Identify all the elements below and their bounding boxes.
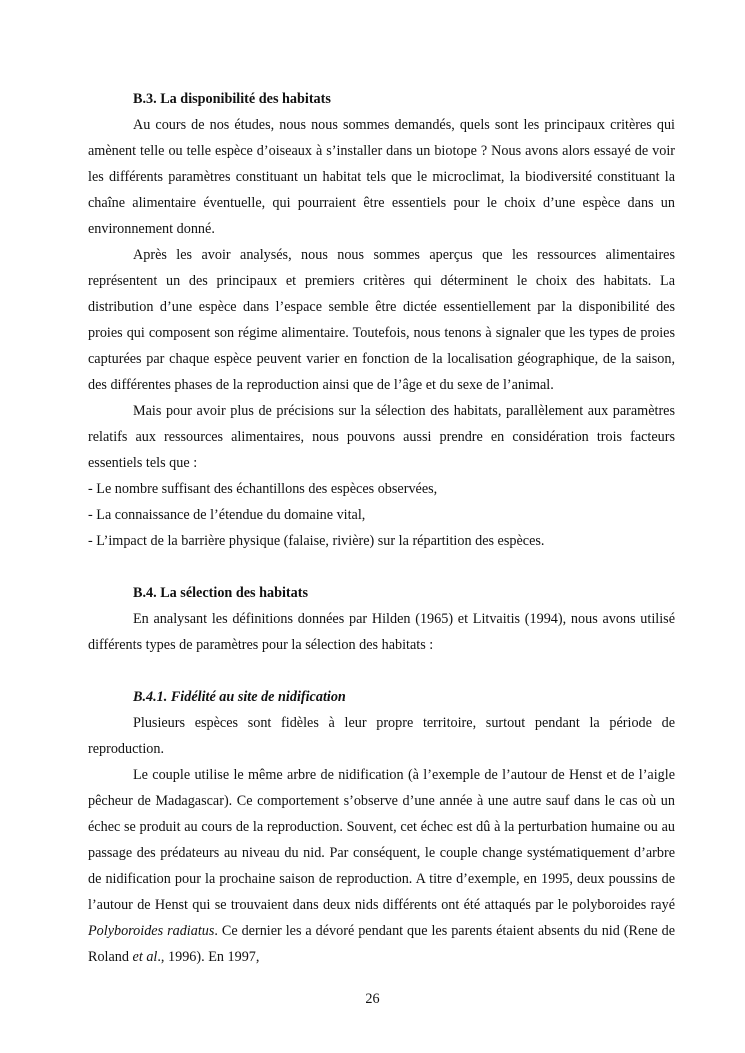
paragraph: Mais pour avoir plus de précisions sur la sélection des habitats, parallèlement aux paramètres relatifs aux ressources alimentaires, nous pouvons aussi prendre en considération trois facteurs essentiels tels que : [88,403,675,471]
subsection-heading-b41: B.4.1. Fidélité au site de nidification [133,689,346,705]
paragraph: Après les avoir analysés, nous nous sommes aperçus que les ressources alimentaires représentent un des principaux et premiers critères qui déterminent le choix des habitats. La distribution d’une espèce dans l’espace semble être dictée essentiellement par la disponibilité des proies qui composent son régime alimentaire. Toutefois, nous tenons à signaler que les types de proies capturées par chaque espèce peuvent varier en fonction de la localisation géographique, de la saison, des différentes phases de la reproduction ainsi que de l’âge et du sexe de l’animal. [88,247,675,393]
paragraph: Au cours de nos études, nous nous sommes demandés, quels sont les principaux critères qui amènent telle ou telle espèce d’oiseaux à s’installer dans un biotope ? Nous avons alors essayé de voir les différents paramètres constituant un habitat tels que le microclimat, la biodiversité constituant la chaîne alimentaire éventuelle, qui pourraient être essentiels pour le choix d’une espèce dans un environnement donné. [88,117,675,237]
section-heading-b4: B.4. La sélection des habitats [133,585,308,601]
list-item: - La connaissance de l’étendue du domaine vital, [88,507,366,523]
species-name: Polyboroides radiatus [88,923,215,939]
et-al: et al [132,949,158,965]
list-item: - L’impact de la barrière physique (falaise, rivière) sur la répartition des espèces. [88,533,545,549]
paragraph [88,762,675,970]
section-heading-b3: B.3. La disponibilité des habitats [133,91,331,107]
spacer [88,554,675,580]
page-number: 26 [365,991,380,1007]
page-content [88,86,675,970]
text-run: Le couple utilise le même arbre de nidification (à l’exemple de l’autour de Henst et de l’aigle pêcheur de Madagascar). Ce comportement s’observe d’une année à une autre sauf dans le cas où un échec se produit au cours de la reproduction. Souvent, cet échec est dû à la perturbation humaine ou au passage des prédateurs au niveau du nid. Par conséquent, le couple change systématiquement d’arbre de nidification pour la prochaine saison de reproduction. A titre d’exemple, en 1995, deux poussins de l’autour de Henst qui se trouvaient dans deux nids différents ont été attaqués par le polyboroides rayé [88,767,675,913]
paragraph: En analysant les définitions données par Hilden (1965) et Litvaitis (1994), nous avons utilisé différents types de paramètres pour la sélection des habitats : [88,611,675,653]
spacer [88,658,675,684]
text-run: . Ce dernier les a dévoré pendant que les parents étaient absents du nid (Rene de Roland [88,923,676,965]
text-run: ., 1996). En 1997, [157,949,260,965]
paragraph: Plusieurs espèces sont fidèles à leur propre territoire, surtout pendant la période de reproduction. [88,715,675,757]
list-item: - Le nombre suffisant des échantillons des espèces observées, [88,481,438,497]
